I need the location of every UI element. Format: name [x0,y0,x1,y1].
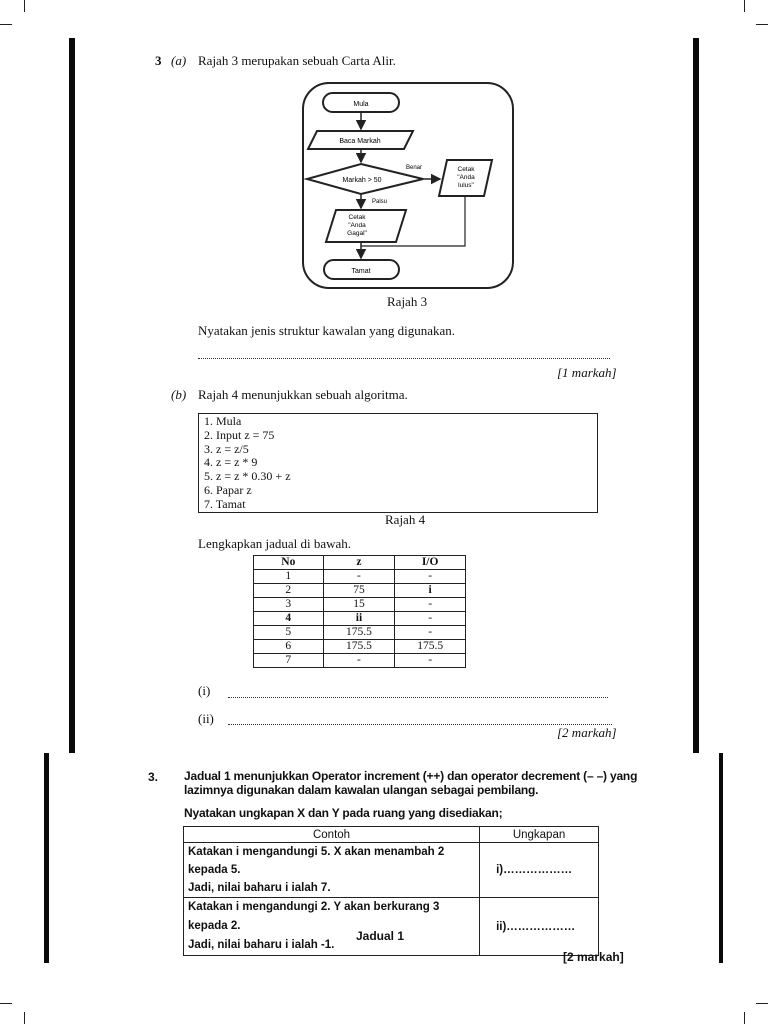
crop-mark [24,0,25,12]
crop-mark [24,1012,25,1024]
trace-table [253,555,466,668]
left-margin-bar [69,38,75,753]
true-output-line-2: "Anda [457,174,475,181]
true-output-line-3: lulus" [458,182,474,189]
table-row: 2 75 i [254,584,466,598]
header-z: z [323,556,395,570]
false-output-line-2: "Anda [348,222,366,229]
figure-4-caption: Rajah 4 [385,512,426,527]
header-ungkapan: Ungkapan [480,827,599,843]
crop-mark [0,1003,12,1004]
false-output-line-1: Cetak [348,214,366,221]
crop-mark [744,0,745,12]
crop-mark [756,24,768,25]
table-row: 6 175.5 175.5 [254,640,466,654]
table-row: 7 - - [254,654,466,668]
part-a-text: Rajah 3 merupakan sebuah Carta Alir. [198,53,396,68]
answer-cell-ii[interactable]: ii)……………… [480,898,599,956]
example-cell: Katakan i mengandungi 5. X akan menambah 2 kepada 5. Jadi, nilai baharu i ialah 7. [184,843,480,898]
table-row [184,843,599,898]
example-cell: Katakan i mengandungi 2. Y akan berkurang 3 kepada 2. Jadi, nilai baharu i ialah -1. [184,898,480,956]
intro-line-1: Jadual 1 menunjukkan Operator increment (++) dan operator decrement (– –) yang [184,769,638,783]
algorithm-step: 7. Tamat [204,496,246,511]
header-contoh: Contoh [184,827,480,843]
crop-mark [744,1012,745,1024]
false-label: Palsu [372,199,388,205]
flowchart-diagram [300,80,516,292]
table-row: 1 - - [254,570,466,584]
blank-ii[interactable]: ii [323,612,395,626]
input-label: Baca Markah [339,138,381,145]
algorithm-box [198,413,598,513]
answer-label-ii: (ii) [198,711,214,726]
part-a-label: (a) [171,53,187,68]
algorithm-step: 6. Papar z [204,482,252,497]
false-output-parallelogram [326,210,406,242]
algorithm-step: 3. z = z/5 [204,441,249,456]
instruction: Nyatakan ungkapan X dan Y pada ruang yang disediakan; [184,806,503,820]
answer-line-ii[interactable] [228,724,612,725]
left-margin-bar [44,753,49,963]
crop-mark [0,24,12,25]
blank-i[interactable]: i [395,584,466,598]
start-label: Mula [353,101,369,108]
table-row [184,898,599,956]
true-label: Benar [406,165,423,171]
algorithm-step: 1. Mula [204,414,242,428]
crop-mark [756,1003,768,1004]
table-1-caption: Jadual 1 [356,929,405,943]
part-a-question: Nyatakan jenis struktur kawalan yang digunakan. [198,323,456,338]
part-2-marks: [2 markah] [563,950,624,964]
table-row: 5 175.5 - [254,626,466,640]
answer-cell-i[interactable]: i)……………… [480,843,599,898]
right-margin-bar [693,38,699,753]
part-a-marks: [1 markah] [557,365,617,380]
algorithm-step: 2. Input z = 75 [204,427,275,442]
false-output-line-3: Gagal" [347,230,367,237]
decision-label: Markah > 50 [342,177,382,184]
end-label: Tamat [351,268,371,275]
intro-line-2: lazimnya digunakan dalam kawalan ulangan sebagai pembilang. [184,783,539,797]
header-no: No [254,556,324,570]
part-b-text: Rajah 4 menunjukkan sebuah algoritma. [198,387,408,402]
question-number: 3 [155,53,162,68]
figure-3-caption: Rajah 3 [387,294,428,309]
algorithm-step: 4. z = z * 9 [204,455,258,470]
question-number: 3. [148,770,159,784]
header-io: I/O [395,556,466,570]
algorithm-step: 5. z = z * 0.30 + z [204,469,291,484]
part-b-label: (b) [171,387,187,402]
answer-label-i: (i) [198,683,211,698]
answer-line-i[interactable] [228,697,608,698]
table-header-row [254,556,466,570]
table-row: 3 15 - [254,598,466,612]
table-row: 4 ii - [254,612,466,626]
table-header-row [184,827,599,843]
right-margin-bar [719,753,723,963]
true-output-line-1: Cetak [457,166,475,173]
part-b-marks: [2 markah] [557,725,617,740]
answer-line-a[interactable] [198,358,610,359]
table-instruction: Lengkapkan jadual di bawah. [198,536,352,551]
